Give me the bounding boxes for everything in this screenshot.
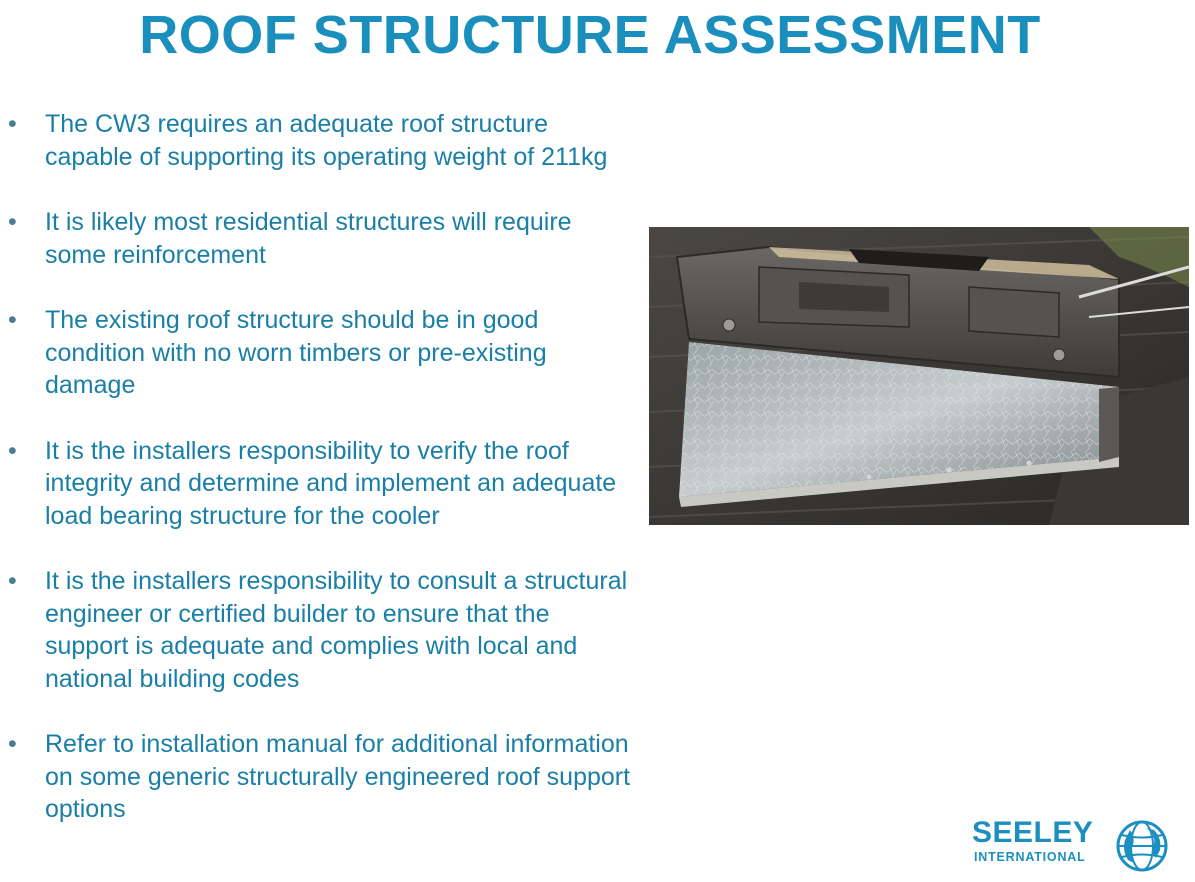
roof-cooler-photo bbox=[649, 227, 1189, 525]
roof-photo-illustration bbox=[649, 227, 1189, 525]
logo-subtitle: INTERNATIONAL bbox=[974, 850, 1086, 864]
bullet-marker: • bbox=[8, 306, 17, 334]
bullet-item bbox=[8, 565, 633, 695]
bullet-item bbox=[8, 108, 633, 173]
bullet-item bbox=[8, 304, 633, 402]
bullet-item bbox=[8, 435, 633, 533]
logo-wordmark: SEELEY bbox=[972, 816, 1094, 849]
slide-title: ROOF STRUCTURE ASSESSMENT bbox=[139, 5, 1041, 65]
globe-icon bbox=[1116, 820, 1168, 872]
bullet-item bbox=[8, 206, 633, 271]
bullet-text: It is likely most residential structures will require some reinforcement bbox=[45, 208, 572, 269]
bullet-list bbox=[8, 108, 633, 859]
bullet-text: It is the installers responsibility to consult a structural engineer or certified builder to ensure that the support is adequate and complies with local and national building codes bbox=[45, 567, 628, 693]
bullet-text: The CW3 requires an adequate roof structure capable of supporting its operating weight of 211kg bbox=[45, 110, 608, 171]
bullet-marker: • bbox=[8, 110, 17, 138]
bullet-text: The existing roof structure should be in good condition with no worn timbers or pre-existing damage bbox=[45, 306, 547, 399]
bullet-marker: • bbox=[8, 436, 17, 465]
seeley-logo bbox=[972, 818, 1172, 873]
bullet-marker: • bbox=[8, 730, 17, 758]
bullet-text: It is the installers responsibility to verify the roof integrity and determine and implement an adequate load bearing structure for the cooler bbox=[45, 436, 617, 530]
bullet-item bbox=[8, 728, 633, 826]
bullet-text: Refer to installation manual for additional information on some generic structurally engineered roof support options bbox=[45, 730, 631, 823]
bullet-marker: • bbox=[8, 208, 17, 236]
bullet-marker: • bbox=[8, 567, 17, 595]
